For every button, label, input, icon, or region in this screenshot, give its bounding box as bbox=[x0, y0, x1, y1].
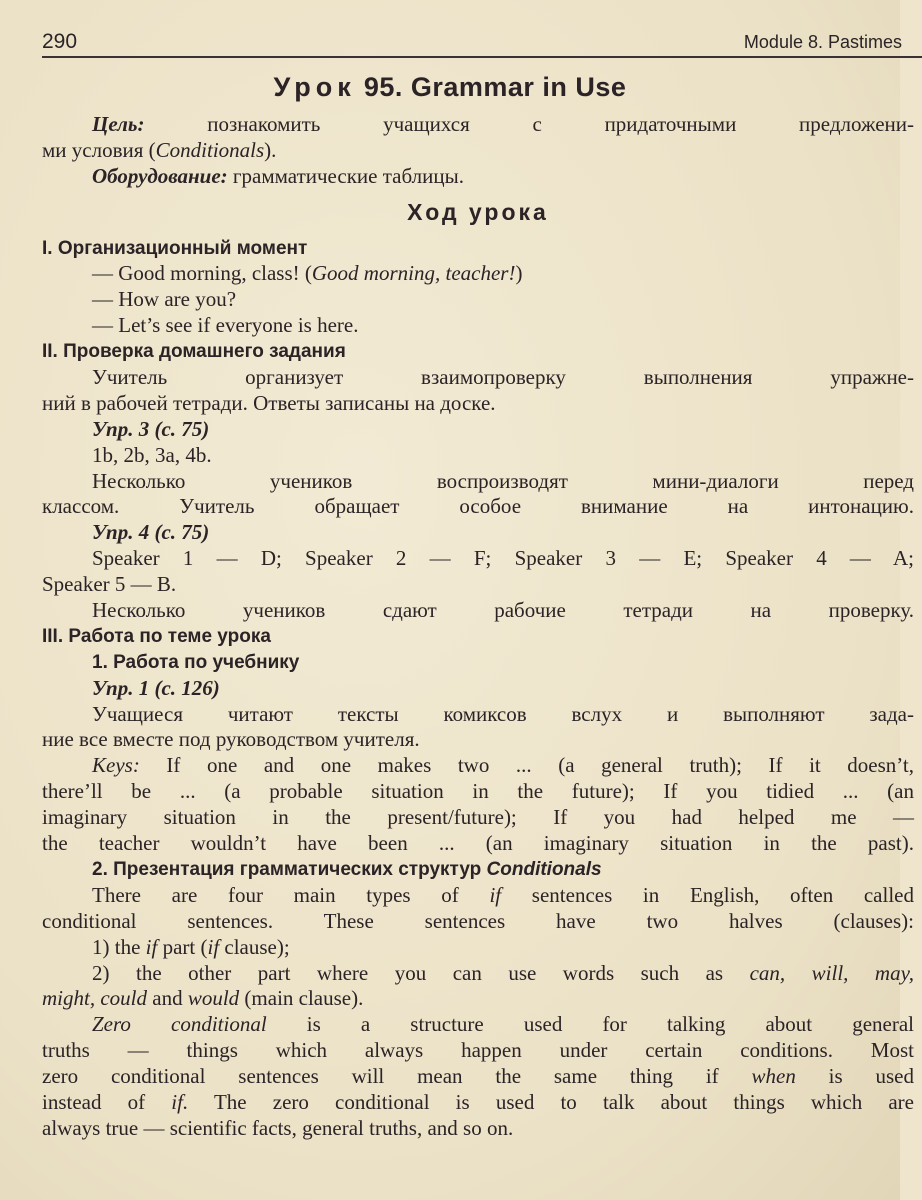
emphasis-run: if bbox=[489, 882, 502, 907]
text-run: Несколько учеников воспроизводят мини-диалоги перед bbox=[92, 468, 914, 493]
text-run: I. Организационный момент bbox=[42, 237, 308, 259]
text-run: 1) the bbox=[92, 934, 146, 959]
text-run: If one and one makes two ... (a general truth); If it doesn’t, bbox=[139, 753, 914, 778]
text-run: is used bbox=[795, 1064, 915, 1089]
text-line bbox=[42, 494, 914, 520]
subsection-heading bbox=[42, 857, 914, 883]
text-line bbox=[42, 1116, 914, 1142]
text-run: is a structure used for talking about general bbox=[266, 1012, 914, 1037]
text-run: — How are you? bbox=[92, 287, 237, 312]
text-run: 2. Презентация грамматических структур bbox=[92, 858, 487, 880]
emphasis-run: might, could bbox=[42, 986, 147, 1011]
text-run: познакомить учащихся с придаточными предложени- bbox=[144, 112, 914, 136]
text-run: clause); bbox=[219, 934, 290, 959]
text-line bbox=[42, 520, 914, 546]
text-line bbox=[42, 112, 914, 138]
emphasis-run: Conditionals bbox=[486, 858, 602, 880]
text-line bbox=[42, 313, 914, 339]
text-run: II. Проверка домашнего задания bbox=[42, 341, 346, 363]
text-run: — Good morning, class! ( bbox=[92, 261, 312, 286]
text-line bbox=[42, 909, 914, 935]
emphasis-run: if bbox=[207, 934, 220, 959]
text-run: 1b, 2b, 3a, 4b. bbox=[92, 442, 212, 467]
text-line bbox=[42, 676, 914, 702]
text-run: part ( bbox=[157, 934, 208, 959]
text-line bbox=[42, 1012, 914, 1038]
emphasis-run: when bbox=[751, 1064, 796, 1089]
text-run: грамматические таблицы. bbox=[227, 163, 464, 188]
emphasis-run: Упр. 1 (с. 126) bbox=[92, 675, 220, 700]
text-line bbox=[42, 727, 914, 753]
text-run: There are four main types of bbox=[92, 882, 490, 907]
text-line bbox=[42, 883, 914, 909]
section-heading bbox=[42, 339, 914, 365]
text-line bbox=[42, 164, 914, 190]
text-line bbox=[42, 831, 914, 857]
lesson-title-rest: 95. Grammar in Use bbox=[355, 72, 627, 102]
text-line bbox=[42, 986, 914, 1012]
text-run: conditional sentences. These sentences have two halves (clauses): bbox=[42, 908, 914, 933]
text-line bbox=[42, 935, 914, 961]
text-run: there’ll be ... (a probable situation in the future); If you tidied ... (an bbox=[42, 779, 914, 804]
text-run: ний в рабочей тетради. Ответы записаны на доске. bbox=[42, 390, 496, 415]
text-run: imaginary situation in the present/future); If you had helped me — bbox=[42, 805, 914, 830]
running-title: Module 8. Pastimes bbox=[743, 32, 902, 52]
emphasis-run: Упр. 3 (с. 75) bbox=[92, 416, 210, 441]
text-line bbox=[42, 572, 914, 598]
text-line bbox=[42, 702, 914, 728]
lesson-plan-heading bbox=[42, 200, 914, 226]
emphasis-run: if bbox=[145, 934, 158, 959]
text-line bbox=[42, 1038, 914, 1064]
text-run: ние все вместе под руководством учителя. bbox=[42, 727, 420, 752]
text-run: 1. Работа по учебнику bbox=[92, 651, 300, 673]
text-line bbox=[42, 779, 914, 805]
text-line bbox=[42, 961, 914, 987]
text-line bbox=[42, 753, 914, 779]
page-number: 290 bbox=[42, 30, 78, 53]
text-run: Ход урока bbox=[407, 198, 549, 225]
text-run: Учитель организует взаимопроверку выполнения упражне- bbox=[92, 365, 914, 390]
emphasis-run: Keys: bbox=[92, 753, 140, 778]
text-line bbox=[42, 469, 914, 495]
text-line bbox=[42, 546, 914, 572]
text-run: always true — scientific facts, general truths, and so on. bbox=[42, 1115, 514, 1140]
text-run: ). bbox=[264, 137, 277, 162]
text-line bbox=[42, 417, 914, 443]
text-line bbox=[42, 287, 914, 313]
text-run: ми условия ( bbox=[42, 137, 156, 162]
text-line bbox=[42, 1064, 914, 1090]
running-header bbox=[42, 30, 922, 58]
text-run: and bbox=[147, 986, 188, 1011]
text-run: классом. Учитель обращает особое внимание на интонацию. bbox=[42, 494, 914, 519]
text-run: sentences in English, often called bbox=[501, 882, 914, 907]
text-line bbox=[42, 261, 914, 287]
text-line bbox=[42, 138, 914, 164]
emphasis-run: Упр. 4 (с. 75) bbox=[92, 520, 210, 545]
emphasis-run: Good morning, teacher! bbox=[311, 261, 516, 286]
text-run: zero conditional sentences will mean the same thing if bbox=[42, 1064, 752, 1089]
emphasis-run: if. bbox=[171, 1089, 189, 1114]
text-run: III. Работа по теме урока bbox=[42, 625, 271, 647]
subsection-heading bbox=[42, 650, 914, 676]
emphasis-run: Zero conditional bbox=[92, 1012, 267, 1037]
section-heading bbox=[42, 236, 914, 262]
text-run: ) bbox=[515, 261, 523, 286]
text-run: Speaker 1 — D; Speaker 2 — F; Speaker 3 — E; Speaker 4 — A; bbox=[92, 546, 914, 571]
text-run: Учащиеся читают тексты комиксов вслух и выполняют зада- bbox=[92, 701, 914, 726]
text-run: Несколько учеников сдают рабочие тетради на проверку. bbox=[92, 598, 914, 623]
emphasis-run: Цель: bbox=[92, 112, 145, 136]
emphasis-run: can, will, may, bbox=[749, 960, 914, 985]
text-run: the teacher wouldn’t have been ... (an imaginary situation in the past). bbox=[42, 831, 914, 856]
lesson-title-prefix: Урок bbox=[273, 72, 356, 102]
emphasis-run: would bbox=[187, 986, 240, 1011]
text-line bbox=[42, 365, 914, 391]
emphasis-run: Оборудование: bbox=[92, 163, 228, 188]
text-line bbox=[42, 805, 914, 831]
text-run: (main clause). bbox=[239, 986, 364, 1011]
text-run: instead of bbox=[42, 1089, 172, 1114]
lesson-title bbox=[0, 72, 900, 103]
text-line bbox=[42, 391, 914, 417]
text-run: — Let’s see if everyone is here. bbox=[92, 313, 359, 338]
page-body-text bbox=[42, 112, 914, 1142]
text-run: The zero conditional is used to talk about things which are bbox=[188, 1089, 914, 1114]
text-run: Speaker 5 — B. bbox=[42, 572, 177, 597]
spacer bbox=[42, 226, 914, 236]
text-line bbox=[42, 1090, 914, 1116]
text-line bbox=[42, 598, 914, 624]
text-line bbox=[42, 443, 914, 469]
emphasis-run: Conditionals bbox=[155, 137, 265, 162]
text-run: truths — things which always happen under certain conditions. Most bbox=[42, 1038, 914, 1063]
text-run: 2) the other part where you can use words such as bbox=[92, 960, 750, 985]
section-heading bbox=[42, 624, 914, 650]
